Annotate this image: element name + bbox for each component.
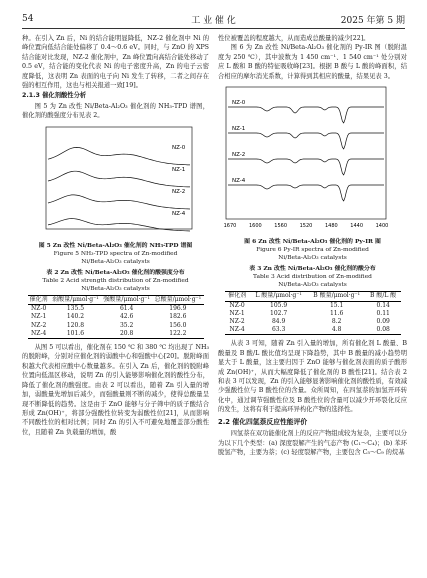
acid-distribution-table bbox=[225, 291, 401, 335]
acid-strength-table bbox=[28, 295, 204, 339]
x-tick-label: 1400 bbox=[375, 223, 389, 230]
py-ir-chart bbox=[218, 85, 390, 233]
cell: 35.2 bbox=[119, 321, 134, 329]
paragraph: 四氢萘在双功能催化剂上的反应产物组成较为复杂，主要可以分为以下几个类型：(a) 深度裂解产生的气态产物 (C₁～C₄)；(b) 苯环脱氢产物，主要为萘；(c) 轻度裂解产物，主要包含 C₅～C₉ 的烷基 bbox=[218, 430, 407, 456]
journal-name: 工 业 催 化 bbox=[191, 15, 236, 26]
cell: NZ-2 bbox=[229, 318, 245, 326]
paragraph: 图 6 为 Zn 改性 Ni/Beta-Al₂O₃ 催化剂的 Py-IR 图（脱附温度为 250 ℃），其中波数为 1 450 cm⁻¹、1 540 cm⁻¹ 处分别对应 L 酸和 B 酸的特征吸收峰[23]。根据 B 酸与 L 酸的峰面积，结合相应的摩尔消光系数，计算得到其相应的酸量，结果见表 3。 bbox=[218, 44, 407, 80]
table-row bbox=[225, 326, 401, 335]
series-line bbox=[228, 107, 384, 123]
table-caption-en: Table 3 Acid distribution of Zn-modified bbox=[253, 274, 372, 281]
series-line bbox=[48, 144, 190, 165]
table-caption-en: Ni/Beta-Al₂O₃ catalysts bbox=[81, 286, 150, 293]
series-line bbox=[228, 133, 384, 149]
table-caption: 表 2 Zn 改性 Ni/Beta-Al₂O₃ 催化剂的酸强度分布 bbox=[46, 269, 185, 277]
series-line bbox=[228, 185, 384, 201]
left-column bbox=[22, 34, 209, 437]
cell: 11.6 bbox=[329, 309, 344, 317]
cell: 0.11 bbox=[376, 309, 390, 317]
section-heading: 2.1.3 催化剂酸性分析 bbox=[22, 92, 87, 100]
series-label: NZ-2 bbox=[232, 152, 246, 159]
column-header: 催化剂 bbox=[29, 296, 48, 304]
series-label: NZ-1 bbox=[172, 166, 186, 173]
x-tick-label: 1670 bbox=[223, 223, 237, 230]
figure-caption-en: Ni/Beta-Al₂O₃ catalysts bbox=[81, 259, 150, 266]
cell: 196.9 bbox=[169, 305, 187, 313]
series-label: NZ-1 bbox=[232, 126, 246, 133]
cell: 156.0 bbox=[169, 321, 187, 329]
cell: 135.5 bbox=[66, 305, 85, 313]
x-tick-label: 1520 bbox=[299, 223, 313, 230]
cell: NZ-0 bbox=[31, 305, 47, 313]
paragraph: 从图 5 可以看出，催化剂在 150 ℃ 和 380 ℃ 均出现了 NH₃ 的脱附峰，分别对应催化剂的弱酸中心和强酸中心[20]。脱附峰面积越大代表相应酸中心数量越多。在引入 Zn 后，催化剂的脱附峰位置向低温区移动，说明 Zn 的引入能够影响催化剂的酸性分布，降低了催化剂的酸强度。由表 2 可以看出，随着 Zn 引入量的增加，弱酸量先增加后减少，而强酸量则不断的减少，使得总酸量呈现不断降低的趋势。这是由于 ZnO 能够与分子筛中的质子酸结合形成 Zn(OH)⁺，将部分强酸性位转变为弱酸性位[21]，从而影响不同酸性位的相对比例；同时 Zn 的引入不可避免地覆盖部分酸性位，且随着 Zn 负载量的增加，酸 bbox=[22, 344, 210, 436]
cell: 84.9 bbox=[271, 318, 286, 326]
cell: 101.6 bbox=[66, 329, 85, 337]
cell: 102.7 bbox=[270, 309, 288, 317]
table-row bbox=[28, 330, 204, 339]
cell: NZ-1 bbox=[31, 313, 47, 321]
figure-caption: 图 5 Zn 改性 Ni/Beta-Al₂O₃ 催化剂的 NH₃-TPD 谱图 bbox=[38, 242, 193, 250]
x-tick-label: 1480 bbox=[324, 223, 338, 230]
paragraph: 性位被覆盖的程度越大，从而造成总酸量的减少[22]。 bbox=[218, 35, 370, 42]
issue-label: 2025 年第 5 期 bbox=[340, 15, 405, 26]
column-header: B 酸量/μmol·g⁻¹ bbox=[313, 292, 361, 300]
cell: 15.1 bbox=[329, 301, 344, 309]
table-caption: 表 3 Zn 改性 Ni/Beta-Al₂O₃ 催化剂的酸分布 bbox=[249, 265, 376, 273]
x-tick-label: 1440 bbox=[350, 223, 364, 230]
series-label: NZ-4 bbox=[172, 210, 186, 217]
series-line bbox=[228, 159, 384, 175]
cell: NZ-0 bbox=[229, 301, 245, 309]
series-line bbox=[48, 171, 190, 187]
x-tick-label: 1600 bbox=[248, 223, 262, 230]
series-label: NZ-4 bbox=[232, 178, 246, 185]
column-header: L 酸量/μmol·g⁻¹ bbox=[255, 292, 302, 300]
running-header bbox=[22, 12, 405, 26]
series-label: NZ-0 bbox=[172, 144, 186, 151]
table-row bbox=[225, 310, 401, 318]
column-header: 强酸量/μmol·g⁻¹ bbox=[103, 296, 150, 304]
cell: 182.6 bbox=[169, 313, 187, 321]
cell: 4.8 bbox=[331, 326, 342, 334]
figure-caption-en: Figure 5 NH₃-TPD spectra of Zn-modified bbox=[53, 251, 178, 258]
cell: NZ-4 bbox=[229, 326, 245, 334]
right-column bbox=[218, 34, 407, 457]
paragraph: 种。在引入 Zn 后，Ni 的结合能明显降低，NZ-2 催化剂中 Ni 的峰位置向低结合能处偏移了 0.4～0.6 eV。同时，与 ZnO 的 XPS 结合能对比发现，NZ-2 催化剂中，Zn 峰位置向高结合能处移动了 0.5 eV，结合能的变化代表 Ni 的电子密度升高，Zn 的电子云密度降低，这表明 Zn 表面的电子向 Ni 发生了转移，二者之间存在强的相互作用，这也与相关报道一致[19]。 bbox=[22, 35, 209, 90]
x-tick-label: 1560 bbox=[274, 223, 288, 230]
cell: 0.09 bbox=[376, 318, 390, 326]
cell: 140.2 bbox=[66, 313, 85, 321]
table-row bbox=[28, 313, 204, 321]
figure-caption: 图 6 Zn 改性 Ni/Beta-Al₂O₃ 催化剂的 Py-IR 图 bbox=[244, 238, 381, 246]
table-row bbox=[225, 318, 401, 326]
cell: 61.4 bbox=[119, 305, 134, 313]
column-header: 总酸量/μmol·g⁻¹ bbox=[154, 296, 202, 304]
table-caption-en: Table 2 Acid strength distribution of Zn-modified bbox=[42, 278, 189, 285]
cell: NZ-2 bbox=[31, 321, 47, 329]
cell: 0.08 bbox=[376, 326, 390, 334]
column-header: 催化剂 bbox=[228, 292, 247, 300]
cell: 20.8 bbox=[119, 329, 134, 337]
plot-frame bbox=[46, 127, 192, 229]
figure-caption-en: Ni/Beta-Al₂O₃ catalysts bbox=[278, 255, 347, 262]
column-header: 弱酸量/μmol·g⁻¹ bbox=[52, 296, 99, 304]
cell: 63.3 bbox=[271, 326, 286, 334]
page-number: 54 bbox=[22, 14, 34, 24]
series-label: NZ-0 bbox=[232, 100, 246, 107]
cell: 42.6 bbox=[119, 313, 134, 321]
cell: 105.9 bbox=[270, 301, 288, 309]
series-label: NZ-2 bbox=[172, 188, 186, 195]
series-line bbox=[48, 195, 190, 209]
nh3-tpd-chart bbox=[22, 125, 198, 237]
cell: 0.14 bbox=[376, 301, 390, 309]
header-rule bbox=[22, 28, 405, 29]
section-heading: 2.2 催化四氢萘反应性能评价 bbox=[218, 417, 308, 426]
cell: 120.8 bbox=[66, 321, 85, 329]
table-row bbox=[28, 305, 204, 314]
table-row bbox=[225, 301, 401, 310]
paragraph: 从表 3 可知，随着 Zn 引入量的增加，所有催化剂 L 酸量、B 酸量及 B 酸/L 酸比值均呈现下降趋势，其中 B 酸量的减小趋势明显大于 L 酸量，这主要归因于 ZnO 能够与催化剂表面的质子酸形成 Zn(OH)⁺，从而大幅度降低了催化剂的 B 酸性[21]。结合表 2 和表 3 可以发现，Zn 的引入能够显著影响催化剂的酸性质，有效减少强酸性位与 B 酸性位的含量。众所周知，在四氢萘的加氢开环转化中，通过调节强酸性位及 B 酸性位的含量可以减少开环裂化反应的发生，这将有利于提高环异构化产物的选择性。 bbox=[218, 340, 407, 414]
figure-caption-en: Figure 6 Py-IR spectra of Zn-modified bbox=[256, 247, 369, 254]
table-caption-en: Ni/Beta-Al₂O₃ catalysts bbox=[278, 282, 347, 289]
cell: NZ-4 bbox=[31, 329, 47, 337]
table-row bbox=[28, 322, 204, 330]
cell: 8.2 bbox=[331, 318, 342, 326]
cell: NZ-1 bbox=[229, 309, 245, 317]
column-header: B 酸/L 酸 bbox=[370, 292, 397, 300]
paragraph: 图 5 为 Zn 改性 Ni/Beta-Al₂O₃ 催化剂的 NH₃-TPD 谱图，催化剂的酸强度分布见表 2。 bbox=[22, 102, 209, 120]
cell: 122.2 bbox=[169, 329, 187, 337]
